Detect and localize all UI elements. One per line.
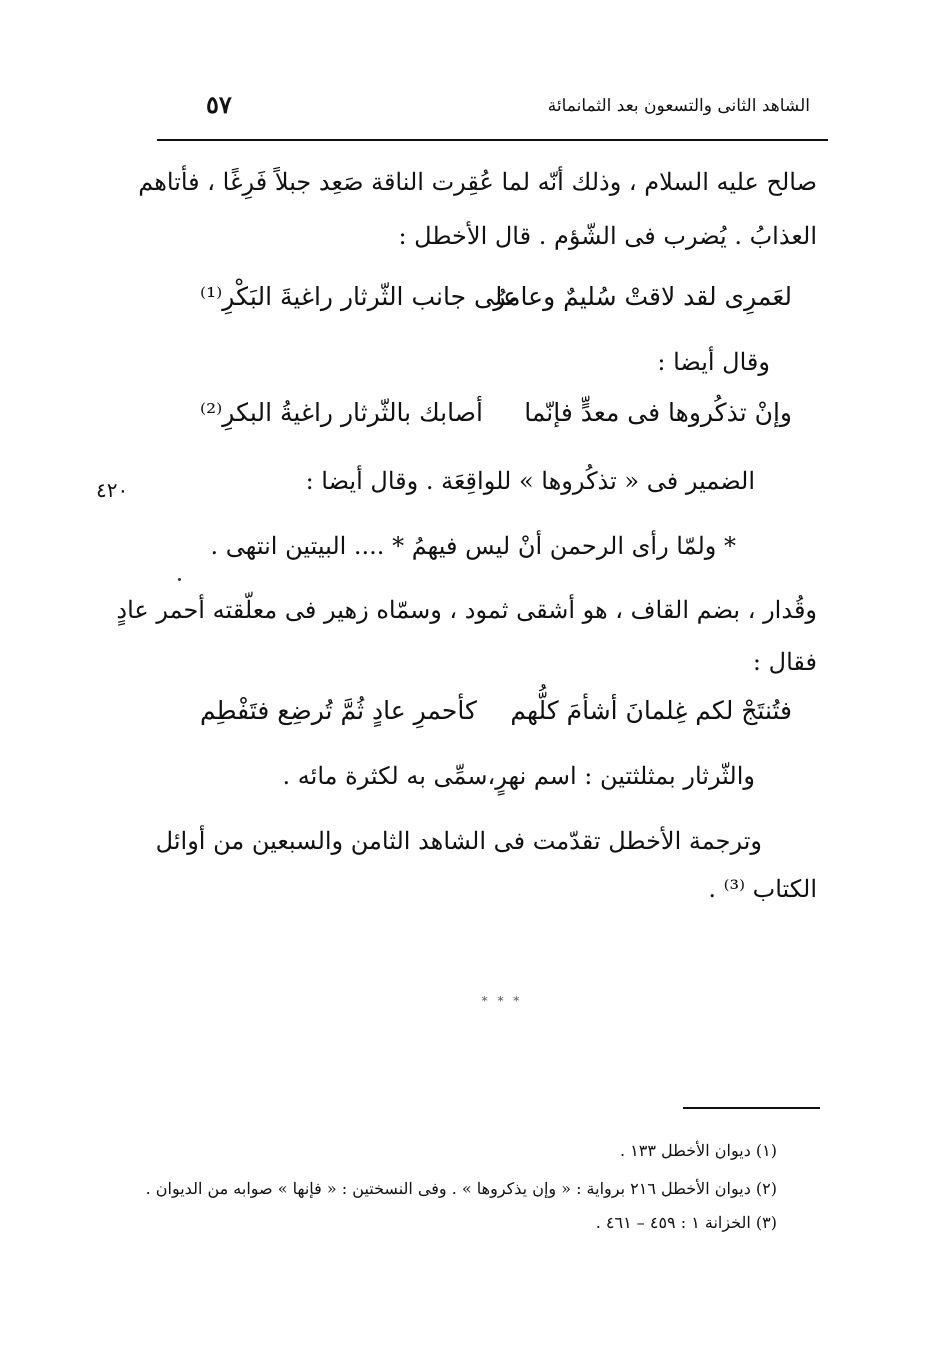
- header-rule: [157, 139, 828, 141]
- verse-3-second-hemistich: كأحمرِ عادٍ ثُمَّ تُرضِع فتَفْطِم: [200, 696, 477, 725]
- body-line-3: وقال أيضا :: [657, 348, 770, 376]
- footnote-1: (١) ديوان الأخطل ١٣٣ .: [619, 1141, 777, 1160]
- margin-reference-number: ٤٢٠: [96, 478, 129, 502]
- footnote-3: (٣) الخزانة ١ : ٤٥٩ – ٤٦١ .: [595, 1213, 777, 1232]
- section-separator: * * *: [481, 994, 523, 1008]
- body-line-9: وترجمة الأخطل تقدّمت فى الشاهد الثامن والسبعين من أوائل: [155, 827, 762, 855]
- verse-3-first-hemistich: فتُنتَجْ لكم غِلمانَ أشأمَ كلُّهم: [510, 696, 792, 725]
- body-line-4: الضمير فى « تذكُروها » للواقِعَة . وقال أيضا :: [305, 467, 755, 495]
- body-line-8: والثّرثار بمثلثتين : اسم نهرٍ،سمِّى به لكثرة مائه .: [282, 762, 755, 790]
- page-number: ٥٧: [206, 90, 232, 119]
- verse-2-second-hemistich: أصابك بالثّرثار راغيةُ البكرِ⁽²⁾: [200, 398, 483, 427]
- running-header-title: الشاهد الثانى والتسعون بعد الثمانمائة: [547, 96, 810, 116]
- verse-1-first-hemistich: لعَمرِى لقد لاقتْ سُليمٌ وعامرٌ: [493, 282, 792, 311]
- verse-1-second-hemistich: على جانب الثّرثار راغيةَ البَكْرِ⁽¹⁾: [200, 282, 519, 311]
- body-line-7: فقال :: [752, 648, 817, 676]
- footnote-2: (٢) ديوان الأخطل ٢١٦ برواية : « وإن يذكروها » . وفى النسختين : « فإنها » صوابه من الديوان .: [145, 1179, 777, 1198]
- body-line-6: وقُدار ، بضم القاف ، هو أشقى ثمود ، وسمّاه زهير فى معلّقته أحمر عادٍ: [116, 596, 817, 624]
- body-line-10: الكتاب ⁽³⁾ .: [708, 875, 817, 903]
- body-line-1: صالح عليه السلام ، وذلك أنّه لما عُقِرت الناقة صَعِد جبلاً فَرِغًا ، فأتاهم: [138, 168, 817, 196]
- footnote-rule: [683, 1107, 820, 1109]
- ink-speck: [178, 578, 181, 581]
- body-line-2: العذابُ . يُضرب فى الشّؤم . قال الأخطل :: [398, 222, 817, 250]
- verse-2-first-hemistich: وإنْ تذكُروها فى معدٍّ فإنّما: [524, 398, 792, 427]
- body-line-5: * ولمّا رأى الرحمن أنْ ليس فيهمُ * .... البيتين انتهى .: [210, 532, 736, 560]
